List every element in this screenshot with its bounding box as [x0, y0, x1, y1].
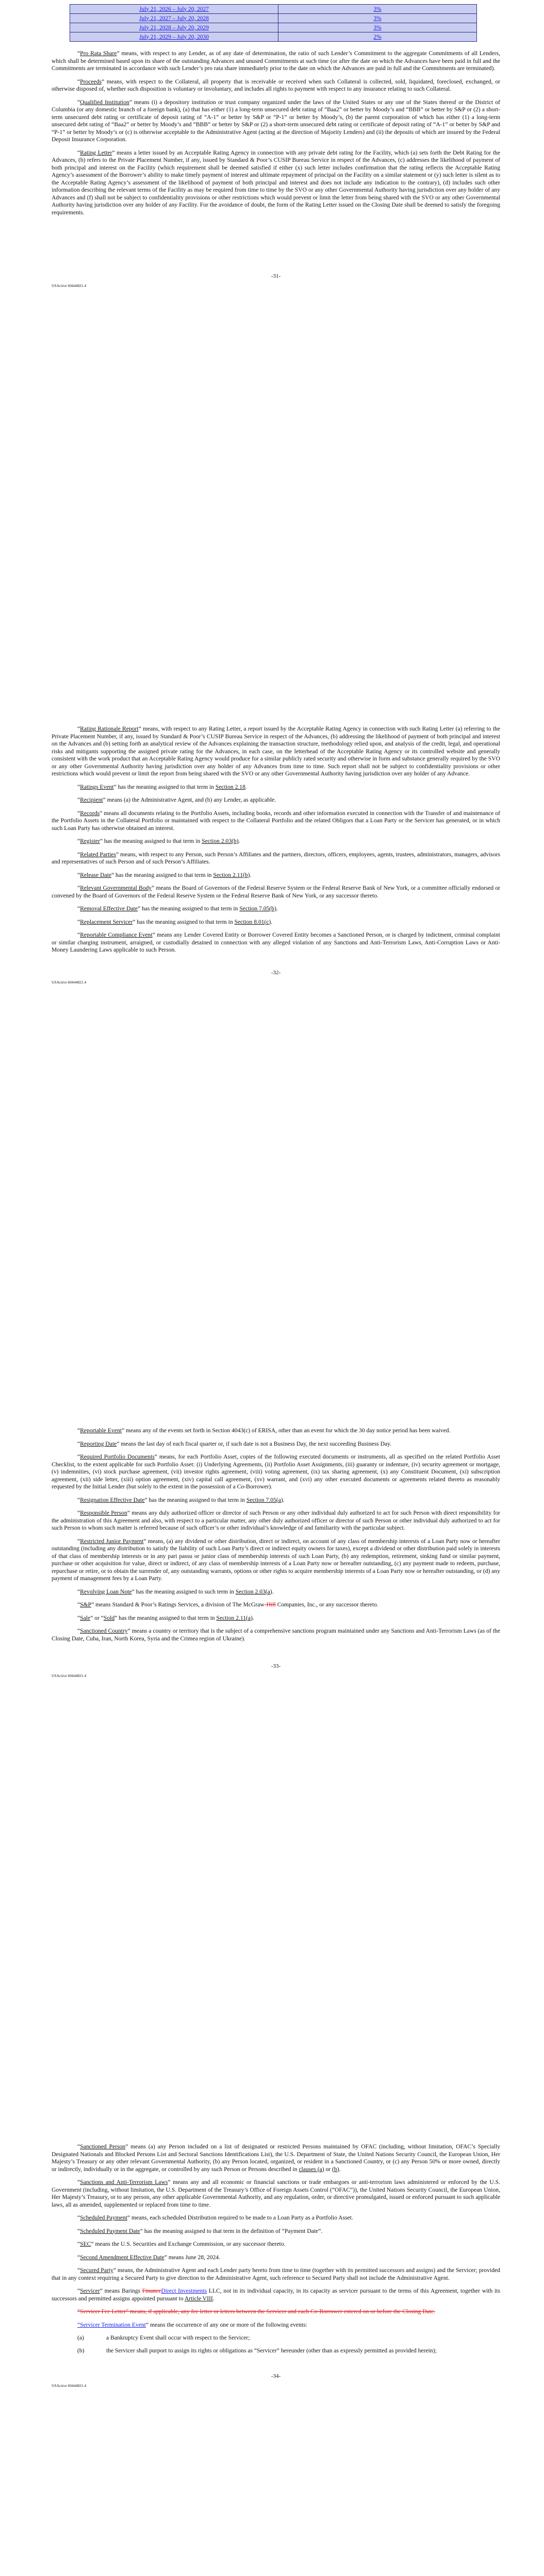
- def-reporting-date: “Reporting Date” means the last day of each fiscal quarter or, if such date is not a Business Day, the next succeeding Business Day.: [77, 1440, 392, 1447]
- def-records: “Records” means all documents relating to the Portfolio Assets, including books, records and other information executed in connection with the Transfer of and maintenance of the Portfolio Assets in the Collateral Portfolio or maintained with respect to the Collateral Portfolio and the related Obligors that a Loan Party or the Servicer has generated, or in which such Loan Party has otherwise obtained an interest.: [52, 809, 500, 832]
- def-proceeds: “Proceeds” means, with respect to the Collateral, all property that is receivable or received when such Collateral is collected, sold, liquidated, foreclosed, exchanged, or otherwise disposed of, whether such disposition is voluntary or involuntary, and includes all rights to payment with respect to any insurance relating to such Collateral.: [52, 78, 500, 92]
- def-qualified-institution: “Qualified Institution” means (i) a depository institution or trust company organized under the laws of the United States or any one of the States thereof or the District of Columbia (or any domestic branch of a foreign bank), (a) that has either (1) a long-term unsecured debt rating of “Baa2” or better by Moody’s and “BBB” or better by S&P or (2) a short-term unsecured debt rating or certificate of deposit rating of “A-1” or better by S&P or “P-1” or better by Moody’s, (b) the parent corporation of which has either (1) a long-term unsecured debt rating of “Baa2” or better by Moody’s and “BBB” or better by S&P or (2) a short-term unsecured debt rating or certificate of deposit rating of “A-1” or better by S&P and “P-1” or better by Moody’s or (c) is otherwise acceptable to the Administrative Agent (acting at the direction of Majority Lenders) and (ii) the deposits of which are insured by the Federal Deposit Insurance Corporation.: [52, 98, 500, 143]
- section-link: Section 2.11(b): [213, 871, 250, 878]
- def-sanctioned-country: “Sanctioned Country” means a country or territory that is the subject of a comprehensive sanctions program maintained under any Sanctions and Anti-Terrorism Laws (as of the Closing Date, Cuba, Iran, North Korea, Syria and the Crimea region of Ukraine).: [52, 1628, 500, 1642]
- page-number: -31-: [271, 273, 281, 279]
- def-related-parties: “Related Parties” means, with respect to any Person, such Person’s Affiliates and the partners, directors, officers, employees, agents, trustees, administrators, managers, advisors and representatives of such Person and of such Person’s Affiliates.: [52, 851, 500, 865]
- def-reportable-compliance-event: “Reportable Compliance Event” means any Lender Covered Entity or Borrower Covered Entity becomes a Sanctioned Person, or is charged by indictment, criminal complaint or similar charging instrument, arraigned, or custodially detained in connection with any alleged violation of any Sanctions and Anti-Terrorism Laws, Anti-Corruption Laws or Anti-Money Laundering Laws applicable to such Person.: [52, 931, 500, 953]
- deleted-text: Hill: [266, 1601, 276, 1608]
- fee-period: July 21, 2026 – July 20, 2027: [70, 5, 278, 14]
- page-number: -33-: [271, 1663, 281, 1669]
- def-release-date: “Release Date” has the meaning assigned to that term in Section 2.11(b).: [77, 871, 252, 878]
- footer-doc-id: USActive 60444821.4: [52, 979, 87, 985]
- def-servicer-termination-event: “Servicer Termination Event” means the occurrence of any one or more of the following events:: [77, 2321, 307, 2328]
- deleted-text: Finance: [142, 2287, 161, 2294]
- def-rating-letter: “Rating Letter” means a letter issued by an Acceptable Rating Agency in connection with any private debt rating for the Facility, which (a) sets forth the Debt Rating for the Advances, (b) refers to the Private Placement Number, if any, issued by Standard & Poor’s CUSIP Bureau Service in respect of the Advances, (c) addresses the likelihood of payment of both principal and interest on the Facility (which requirement shall be deemed satisfied if either (x) such letter includes confirmation that the rating reflects the Acceptable Rating Agency’s assessment of the Borrower’s ability to make timely payment of interest and ultimate repayment of principal on the Facility on a similar statement or (y) such letter is silent as to the Acceptable Rating Agency’s assessment of the likelihood of payment of both principal and interest and does not include any indication to the contrary), (d) includes such other information describing the relevant terms of the Facility as may be required from time to time by the SVO or any other Governmental Authority having jurisdiction over any holder of any Advances and (f) shall not be subject to confidentiality provisions or other restrictions which would prevent or limit the letter from being shared with the SVO or any other Governmental Authority having jurisdiction over any holder of any Facility. For the avoidance of doubt, the form of the Rating Letter issued on the Closing Date shall be deemed to satisfy the foregoing requirements.: [52, 149, 500, 216]
- def-scheduled-payment-date: “Scheduled Payment Date” has the meaning assigned to that term in the definition of “Payment Date”.: [77, 2227, 323, 2234]
- fee-period: July 21, 2027 – July 20, 2028: [70, 14, 278, 23]
- def-reportable-event: “Reportable Event” means any of the events set forth in Section 4043(c) of ERISA, other than an event for which the 30 day notice period has been waived.: [77, 1427, 451, 1434]
- def-pro-rata-share: “Pro Rata Share” means, with respect to any Lender, as of any date of determination, the ratio of such Lender’s Commitment to the aggregate Commitments of all Lenders, which shall be determined based upon its share of the outstanding Advances and unused Commitments at such time (or after the date on which the Advances have been paid in full and the Commitments are terminated in accordance with such Lender’s pro rata share immediately prior to the date on which the Advances are paid in full and the Commitments are terminated).: [52, 50, 500, 72]
- page-32: [0, 701, 544, 985]
- def-sanctions-anti-terrorism-laws: “Sanctions and Anti-Terrorism Laws” means any and all economic or financial sanctions or trade embargoes or anti-terrorism laws administered or enforced by the U.S. Government (including, without limitation, the U.S. Department of the Treasury’s Office of Foreign Assets Control (“OFAC”)), the United Nations Security Council, the European Union, Her Majesty’s Treasury, or to any person, any other applicable Governmental Authority, and any regulation, order, or directive promulgated, issued or enforced pursuant to such applicable laws, all as amended, supplemented or replaced from time to time.: [52, 2179, 500, 2208]
- fee-period: July 21, 2028 – July 20, 2029: [70, 23, 278, 32]
- def-responsible-person: “Responsible Person” means any duly authorized officer or director of such Person or any other individual duly authorized to act for such Person with direct responsibility for the administration of this Agreement and also, with respect to a particular matter, any other duly authorized officer or director of such Person or other individual duly authorized to act for such Person to whom such matter is referred because of such officer’s or other individual’s knowledge of and familiarity with the particular subject.: [52, 1510, 501, 1531]
- section-link: Section 2.18: [215, 783, 245, 790]
- termination-event-list: [52, 2334, 500, 2354]
- def-required-portfolio-documents: “Required Portfolio Documents” means, for each Portfolio Asset, copies of the following executed documents or instruments, all as specified on the related Portfolio Asset Checklist, to the extent applicable for such Portfolio Asset: (i) Underlying Agreements, (ii) Portfolio Asset Assignments, (iii) guaranty or indenture, (iv) security agreement or mortgage, (v) indemnities, (vi) stock purchase agreement, (vii) investor rights agreement, (viii) voting agreement, (ix) tax sharing agreement, (x) any Constituent Document, (xi) subscription agreement, (xii) side letter, (xiii) option agreement, (xiv) capital call agreement, (xv) warrant, and (xvi) any other executed documents or agreements related thereto as reasonably requested by the Initial Lender (but solely to the extent in the possession of a Co-Borrower).: [52, 1453, 500, 1490]
- page-number: -34-: [271, 2373, 281, 2379]
- def-restricted-junior-payment: “Restricted Junior Payment” means, (a) any dividend or other distribution, direct or indirect, on account of any class of membership interests of a Loan Party now or hereafter outstanding (including any distribution to satisfy the liability of such Loan Party’s direct or indirect equity owners for taxes), except a dividend or other distribution paid solely in interests of that class of membership interests or in any pari passu or junior class of membership interests of such Loan Party, (b) any redemption, retirement, sinking fund or similar payment, purchase or other acquisition for value, direct or indirect, of any class of membership interests of a Loan Party now or hereafter outstanding, (c) any payment made to redeem, purchase, repurchase or retire, or to obtain the surrender of, any outstanding warrants, options or other rights to acquire membership interests of a Loan Party now or hereafter outstanding, or (d) any payment of management fees by a Loan Party.: [52, 1537, 501, 1582]
- footer-doc-id: USActive 60444821.4: [52, 283, 87, 288]
- def-revolving-loan-note: “Revolving Loan Note” has the meaning assigned to such term in Section 2.03(a).: [77, 1588, 274, 1595]
- footer-doc-id: USActive 60444821.4: [52, 2383, 87, 2388]
- def-scheduled-payment: “Scheduled Payment” means, each scheduled Distribution required to be made to a Loan Party as a Portfolio Asset.: [77, 2214, 353, 2221]
- section-link: Section 2.03(b): [202, 838, 239, 844]
- def-register: “Register” has the meaning assigned to that term in Section 2.03(b).: [77, 838, 240, 844]
- inserted-text: Servicer Termination Event: [80, 2321, 146, 2328]
- page-33: [0, 1406, 544, 1678]
- def-sp: “S&P” means Standard & Poor’s Ratings Services, a division of The McGraw-Hill Companies, Inc., or any successor thereto.: [77, 1601, 378, 1608]
- item-text: the Servicer shall purport to assign its rights or obligations as “Servicer” hereunder (other than as expressly permitted as provided herein);: [106, 2347, 437, 2354]
- deleted-text: ” means, if applicable, any fee letter or letters between the Servicer and each Co-Borrower entered on or before the Closing Date.: [126, 2308, 436, 2315]
- section-link: Section 2.11(a): [216, 1614, 253, 1621]
- item-label: (b): [77, 2347, 85, 2354]
- termination-event-item: [77, 2334, 500, 2342]
- def-servicer-fee-letter-deleted: “Servicer Fee Letter” means, if applicable, any fee letter or letters between the Servicer and each Co-Borrower entered on or before the Closing Date.: [77, 2308, 436, 2315]
- def-resignation-effective-date: “Resignation Effective Date” has the meaning assigned to that term in Section 7.05(a).: [77, 1496, 285, 1503]
- def-sec: “SEC” means the U.S. Securities and Exchange Commission, or any successor thereto.: [77, 2241, 286, 2247]
- fee-row: [70, 5, 477, 14]
- fee-row: [70, 14, 477, 23]
- def-sale: “Sale” or “Sold” has the meaning assigned to that term in Section 2.11(a).: [77, 1614, 254, 1621]
- section-link: Section 7.05(a): [246, 1496, 283, 1503]
- fee-rate: 3%: [278, 14, 477, 23]
- def-replacement-servicer: “Replacement Servicer” has the meaning assigned to that term in Section 8.01(c).: [77, 918, 273, 925]
- section-link: Section 2.03(a): [235, 1588, 272, 1595]
- def-ratings-event: “Ratings Event” has the meaning assigned to that term in Section 2.18.: [77, 783, 247, 790]
- fee-period: July 21, 2029 – July 20, 2030: [70, 32, 278, 42]
- termination-event-item: [77, 2347, 500, 2355]
- def-sanctioned-person: “Sanctioned Person” means (a) any Person included on a list of designated or restricted Persons maintained by OFAC (including, without limitation, OFAC’s Specially Designated Nationals and Blocked Persons List and Sectoral Sanctions Identifications List), the U.S. Department of State, the United Nations Security Council, the European Union, Her Majesty’s Treasury or any other relevant Governmental Authority, (b) any Person located, organized, or resident in a Sanctioned Country, or (c) any Person 50% or more owned, directly or indirectly, individually or in the aggregate, or controlled by any such Person or Persons described in clauses (a) or (b).: [52, 2143, 500, 2173]
- def-rating-rationale-report: “Rating Rationale Report” means, with respect to any Rating Letter, a report issued by the Acceptable Rating Agency in connection with such Rating Letter (a) referring to the Private Placement Number, if any, issued by Standard & Poor’s CUSIP Bureau Service in respect of the Advances, (b) addressing the likelihood of payment of both principal and interest on the Advances and (b) setting forth an analytical review of the Advances explaining the transaction structure, methodology relied upon, and analysis of the credit, legal, and operational risks and mitigants supporting the assigned private rating for the Advances, in each case, on the letterhead of the Acceptable Rating Agency or its controlled website and generally consistent with the work product that an Acceptable Rating Agency would produce for a similar publicly rated security and otherwise in form and substance generally required by the SVO or any other Governmental Authority having jurisdiction over any holder of any Advances from time to time. Such report shall not be subject to confidentiality provisions or other restrictions which would prevent or limit the report from being shared with the SVO or any other Governmental Authority having jurisdiction over any holder of any Advance.: [52, 725, 500, 777]
- def-servicer: “Servicer” means Barings FinanceDirect Investments LLC, not in its individual capacity, in its capacity as servicer pursuant to the terms of this Agreement, together with its successors and permitted assigns appointed pursuant to Article VIII.: [52, 2287, 500, 2302]
- def-relevant-governmental-body: “Relevant Governmental Body” means the Board of Governors of the Federal Reserve System or the Federal Reserve Bank of New York, or a committee officially endorsed or convened by the Board of Governors of the Federal Reserve System or the Federal Reserve Bank of New York, or any successor thereto.: [52, 885, 500, 899]
- page-34: [0, 2107, 544, 2388]
- fee-row: [70, 23, 477, 32]
- page-31: [0, 0, 544, 288]
- def-recipient: “Recipient” means (a) the Administrative Agent, and (b) any Lender, as applicable.: [77, 796, 276, 803]
- def-secured-party: “Secured Party” means, the Administrative Agent and each Lender party hereto from time to time (together with its permitted successors and assigns) and the Servicer; provided that in any context requiring a Secured Party to give direction to the Administrative Agent, such reference to Secured Party shall not include the Administrative Agent.: [52, 2267, 500, 2281]
- def-second-amendment-effective-date: “Second Amendment Effective Date” means June 28, 2024.: [77, 2253, 221, 2261]
- item-text: a Bankruptcy Event shall occur with respect to the Servicer;: [106, 2334, 250, 2341]
- def-removal-effective-date: “Removal Effective Date” has the meaning assigned to that term in Section 7.05(b).: [77, 905, 278, 912]
- fee-rate: 2%: [278, 32, 477, 42]
- deleted-text: Servicer Fee Letter: [80, 2308, 126, 2315]
- fee-rate: 3%: [278, 23, 477, 32]
- item-label: (a): [77, 2334, 84, 2341]
- inserted-text: Direct Investments: [161, 2287, 207, 2294]
- fee-schedule-table: [70, 4, 477, 42]
- fee-row: [70, 32, 477, 42]
- fee-rate: 3%: [278, 5, 477, 14]
- page-number: -32-: [271, 969, 281, 976]
- section-link: Section 7.05(b): [239, 905, 276, 912]
- footer-doc-id: USActive 60444821.4: [52, 1673, 87, 1678]
- section-link: Section 8.01(c): [234, 918, 271, 925]
